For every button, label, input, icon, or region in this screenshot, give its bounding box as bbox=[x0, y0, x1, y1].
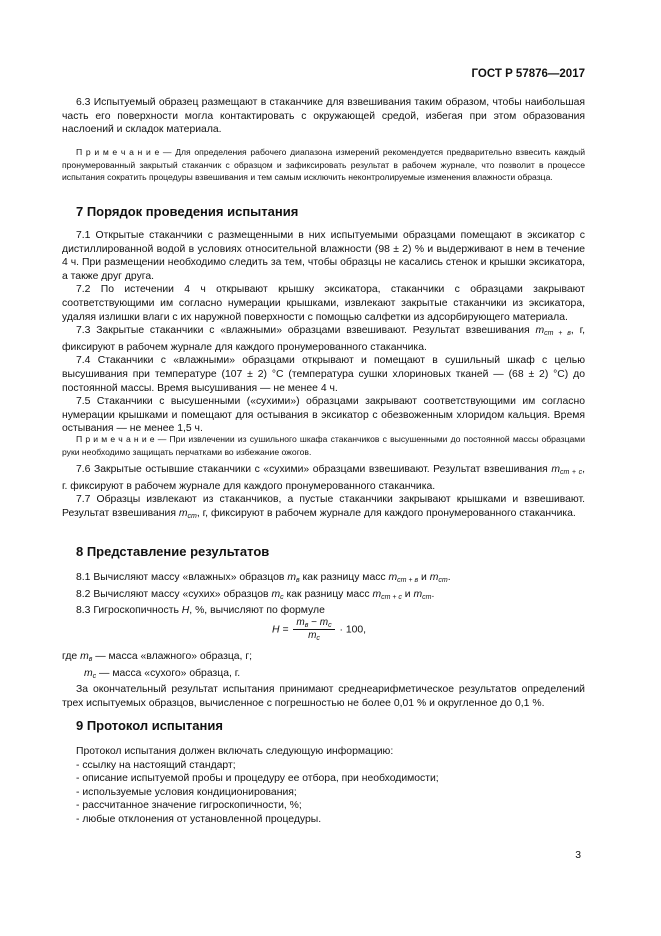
paragraph-7-5: 7.5 Стаканчики с высушенными («сухими») образцами закрывают соответствующими им согласно нумерации крышками и помещают для остывания в эксикатор с обезвоженным хлоридом кальция. Время остывания — не менее 1,5 ч. bbox=[62, 396, 585, 435]
section-8-body bbox=[62, 571, 585, 618]
list-item: - описание испытуемой пробы и процедуру ее отбора, при необходимости; bbox=[76, 773, 439, 785]
paragraph-7-6: 7.6 Закрытые остывшие стаканчики с «сухими» образцами взвешивают. Результат взвешивания $m_{ст + с}$, г. фиксируют в рабочем журнале для каждого пронумерованного стаканчика. bbox=[62, 464, 586, 492]
section-8-heading: 8 Представление результатов bbox=[76, 544, 270, 559]
paragraph-7-7: 7.7 Образцы извлекают из стаканчиков, а пустые стаканчики закрывают крышками и взвешивают. Результат взвешивания $m_{ст}$, г, фиксируют в рабочем журнале для каждого пронумерованного стаканчика. bbox=[62, 494, 585, 520]
section-9-heading: 9 Протокол испытания bbox=[76, 718, 223, 733]
note-1-block bbox=[62, 146, 585, 184]
list-item: - рассчитанное значение гигроскопичности, %; bbox=[76, 800, 302, 812]
section-6-3 bbox=[62, 96, 585, 137]
paragraph-final-result: За окончательный результат испытания принимают среднеарифметическое результатов определений трех испытуемых образцов, вычисленное с погрешностью не более 0,01 % и округленное до 0,1 %. bbox=[62, 684, 585, 709]
paragraph-7-3: 7.3 Закрытые стаканчики с «влажными» образцами взвешивают. Результат взвешивания $m_{ст + в}$, г, фиксируют в рабочем журнале для каждого пронумерованного стаканчика. bbox=[62, 325, 586, 353]
section-7-body bbox=[62, 229, 585, 436]
paragraph-7-2: 7.2 По истечении 4 ч открывают крышку эксикатора, стаканчики с образцами закрывают соответствующими им согласно нумерации крышками, извлекают закрытые стаканчики из эксикатора, удаляя излишки влаги с их наружной поверхности с помощью салфетки из адсорбирующего материала. bbox=[62, 284, 585, 323]
paragraph-6-3: 6.3 Испытуемый образец размещают в стаканчике для взвешивания таким образом, чтобы наибольшая часть его поверхности могла контактировать с окружающей средой, избегая при этом образования наслоений и складок материала. bbox=[62, 97, 585, 136]
note-2-block bbox=[62, 433, 585, 458]
paragraph-7-1: 7.1 Открытые стаканчики с размещенными в них испытуемыми образцами помещают в эксикатор с дистиллированной водой в условиях относительной влажности (98 ± 2) % и выдерживают в нем в течение 4 ч. При размещении необходимо следить за тем, чтобы образцы не касались стенок и крышки эксикатора, а также друг друга. bbox=[62, 230, 585, 282]
section-7-body-2 bbox=[62, 463, 585, 523]
protocol-intro: Протокол испытания должен включать следующую информацию: bbox=[76, 746, 394, 757]
list-item: - используемые условия кондиционирования; bbox=[76, 786, 297, 798]
list-item: - ссылку на настоящий стандарт; bbox=[76, 759, 236, 771]
paragraph-8-3: 8.3 Гигроскопичность H, %, вычисляют по формуле bbox=[76, 605, 325, 617]
page-number: 3 bbox=[575, 850, 581, 861]
list-item: - любые отклонения от установленной процедуры. bbox=[76, 813, 322, 825]
legend-mv: где $m_в$ — масса «влажного» образца, г; bbox=[62, 651, 253, 663]
section-9-body bbox=[76, 745, 585, 827]
paragraph-8-1: 8.1 Вычисляют массу «влажных» образцов $m_в$ как разницу масс $m_{ст + в}$ и $m_{ст}$. bbox=[76, 572, 451, 584]
hygroscopicity-formula: H = $\frac{m_в - m_с}{m_с}$ · 100, bbox=[272, 617, 367, 642]
formula-legend bbox=[62, 650, 585, 710]
section-7-heading: 7 Порядок проведения испытания bbox=[76, 204, 299, 219]
formula-fraction: $\frac{m_в - m_с}{m_с}$ bbox=[293, 617, 334, 642]
note-2: П р и м е ч а н и е — При извлечении из сушильного шкафа стаканчиков с высушенными до постоянной массы образцами руки необходимо защищать перчатками во избежание ожогов. bbox=[62, 434, 585, 457]
paragraph-7-4: 7.4 Стаканчики с «влажными» образцами открывают и помещают в сушильный шкаф с целью высушивания при температуре (107 ± 2) °С (температура сушки хлориновых тканей — (68 ± 2) °С) до постоянной массы. Время высушивания — не менее 4 ч. bbox=[62, 355, 585, 394]
note-1: П р и м е ч а н и е — Для определения рабочего диапазона измерений рекомендуется предварительно взвесить каждый пронумерованный закрытый стаканчик с образцом и зафиксировать результат в рабочем журнале, что позволит в процессе испытания сократить процедуры взвешивания и тем самым исключить неконтролируемые изменения влажности образца. bbox=[62, 147, 585, 183]
standard-header: ГОСТ Р 57876—2017 bbox=[471, 68, 585, 80]
legend-mc: $m_с$ — масса «сухого» образца, г. bbox=[84, 667, 241, 680]
paragraph-8-2: 8.2 Вычисляют массу «сухих» образцов $m_с$ как разницу масс $m_{ст + с}$ и $m_{ст}$. bbox=[76, 588, 435, 601]
